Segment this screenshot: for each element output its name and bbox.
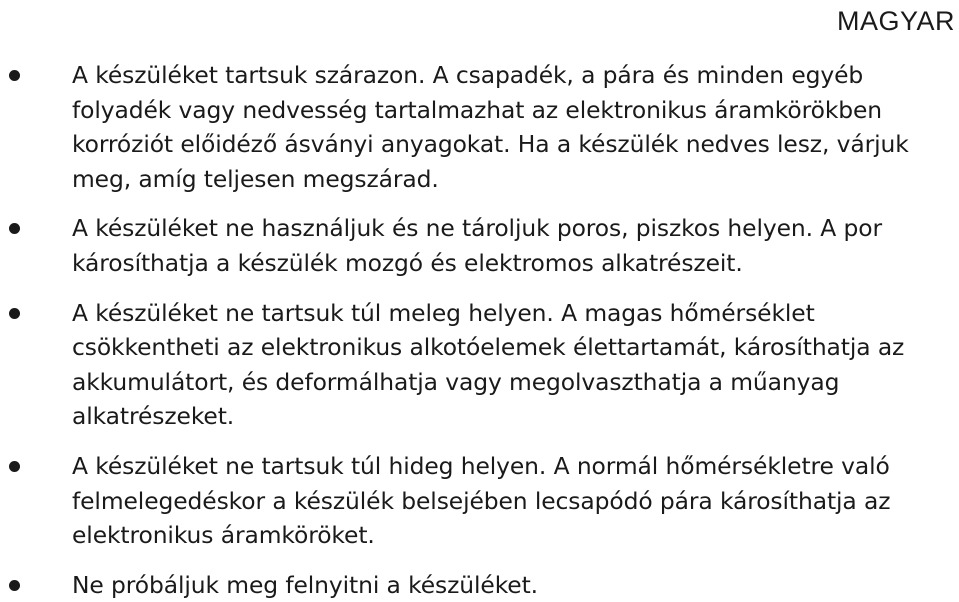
- list-item: [0, 58, 959, 196]
- list-item: [0, 211, 959, 280]
- list-item-text: A készüléket ne tartsuk túl meleg helyen. A magas hőmérséklet csökkentheti az elektronikus alkotóelemek élettartamát, károsíthatja az akkumulátort, és deformálhatja vagy megolvaszthatja a műanyag alkatrészeket.: [72, 298, 905, 431]
- list-item-text: A készüléket tartsuk szárazon. A csapadék, a pára és minden egyéb folyadék vagy nedvesség tartalmazhat az elektronikus áramkörökben korróziót előidéző ásványi anyagokat. Ha a készülék nedves lesz, várjuk meg, amíg teljesen megszárad.: [72, 61, 909, 193]
- bullet-dot-icon: [9, 580, 20, 591]
- list-item: [0, 296, 959, 434]
- list-item-text: Ne próbáljuk meg felnyitni a készüléket.: [72, 570, 539, 599]
- bullet-dot-icon: [9, 223, 20, 234]
- bullet-dot-icon: [9, 308, 20, 319]
- list-item: [0, 449, 959, 553]
- list-item-text: A készüléket ne használjuk és ne tároljuk poros, piszkos helyen. A por károsíthatja a készülék mozgó és elektromos alkatrészeit.: [72, 214, 882, 277]
- bullet-dot-icon: [9, 461, 20, 472]
- page-language-header: MAGYAR: [836, 6, 955, 36]
- bullet-dot-icon: [9, 70, 20, 81]
- care-instructions-list: [0, 58, 959, 602]
- list-item-text: A készüléket ne tartsuk túl hideg helyen. A normál hőmérsékletre való felmelegedéskor a készülék belsejében lecsapódó pára károsíthatja az elektronikus áramköröket.: [72, 451, 891, 550]
